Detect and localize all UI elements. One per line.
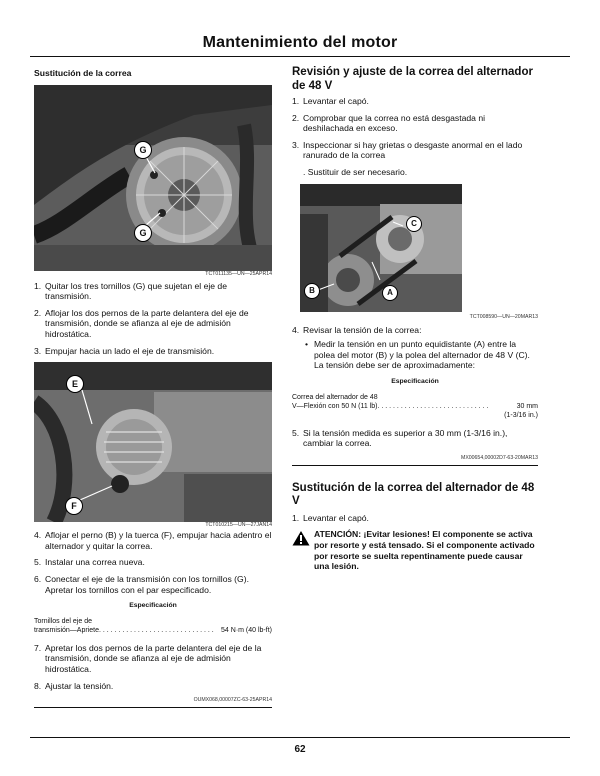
step-r1: 1. Levantar el capó. [292,96,369,106]
substitute-note: . Sustituir de ser necesario. [303,166,408,177]
callout-f: F [65,497,83,515]
spec-value-torque: 54 N·m (40 lb-ft) [221,626,272,634]
photo-alternator-bolt-nut [34,362,272,522]
steps-list-right-a [292,96,538,161]
warning-text: ATENCIÓN: ¡Evitar lesiones! El componente se activa por resorte y está tensado. Si el componente activado por resorte se suelta repentinamente puede causar una lesión. [314,529,535,572]
steps-list-a [34,281,272,357]
photo2-id: TCT010215—UN—27JAN14 [205,522,272,529]
spec-label-r-line1: Correa del alternador de 48 [292,393,378,401]
warning-triangle-icon [292,530,310,549]
callout-b: B [304,283,320,299]
step-r3: 3. Inspeccionar si hay grietas o desgaste anormal en el lado ranurado de la correa [292,139,523,161]
step-7: 7. Apretar los dos pernos de la parte delantera del eje de la transmisión, donde se afianza al eje de admisión hidrostática. [34,642,262,674]
step-r5: 5. Si la tensión medida es superior a 30 mm (1-3/16 in.), cambiar la correa. [292,427,508,449]
page-title: Mantenimiento del motor [202,34,398,51]
step-6: 6. Conectar el eje de la transmisión con los tornillos (G). Apretar los tornillos con el par especificado. [34,573,249,595]
steps-list-c [34,643,272,691]
callout-c: C [406,216,422,232]
spec-label-r-line2: V—Flexión con 50 N (11 lb). [292,402,380,410]
step-8: 8. Ajustar la tensión. [34,680,114,691]
safety-warning [292,529,538,571]
reference-code-right: MX00654,00002D7-63-20MAR13 [461,454,538,461]
section-title-belt-replacement: Sustitución de la correa [34,68,132,78]
step-1: 1. Quitar los tres tornillos (G) que sujetan el eje de transmisión. [34,280,227,302]
spec-title-left: Especificación [129,602,177,610]
spec-value-flex: 30 mm [516,402,538,410]
reference-code-left: OUMX068,00007ZC-63-25APR14 [193,697,272,704]
spec-title-right: Especificación [391,377,439,385]
callout-e: E [66,375,84,393]
photo1-id: TCT011135—UN—25APR14 [205,270,272,277]
step-2: 2. Aflojar los dos pernos de la parte delantera del eje de transmisión, donde se afianza al eje de admisión hidrostática. [34,307,249,339]
spec-label-line1: Tornillos del eje de [34,617,92,625]
photo3-id: TCT008590—UN—20MAR13 [469,313,538,320]
steps-list-b [34,530,272,595]
callout-g-lower: G [134,224,152,242]
steps-list-right-c [292,428,538,449]
page-number: 62 [294,744,306,755]
steps-list-right-d [292,513,538,524]
footer-rule [30,737,570,738]
spec-label-line2: transmisión—Apriete. [34,626,101,634]
callout-a: A [382,285,398,301]
bullet-measure-tension: • Medir la tensión en un punto equidistante (A) entre la polea del motor (B) y la polea del alternador de 48 V (C). La tensión debe ser de aproximadamente: [305,339,530,371]
steps-list-right-b [292,325,538,336]
callout-g-upper: G [134,141,152,159]
step-3: 3. Empujar hacia un lado el eje de transmisión. [34,345,215,356]
step-r4: 4. Revisar la tensión de la correa: [292,324,422,335]
step-s1: 1. Levantar el capó. [292,512,369,523]
left-column [34,68,272,708]
section-title-belt-check: Revisión y ajuste de la correa del alternador de 48 V [292,66,533,92]
right-column [292,66,538,572]
photo-alternator-tension [300,184,462,312]
spec-block-right: Correa del alternador de 48 V—Flexión con 50 N (11 lb). . . . . . . . . . . . . . . . . . . . . . . . . . . . . 30 mm (1-3/16 in.) [292,393,538,419]
section-end-rule-left [34,707,272,708]
section-end-rule-right [292,465,538,466]
section-title-alternator-belt-replacement: Sustitución de la correa del alternador de 48 V [292,481,535,508]
header-rule [30,56,570,57]
spec-block-left: Tornillos del eje de transmisión—Apriete. . . . . . . . . . . . . . . . . . . . . . . . . . . . . . 54 N·m (40 lb-ft) [34,617,272,634]
step-r2: 2. Comprobar que la correa no está desgastada ni deshilachada en exceso. [292,112,486,134]
step-5: 5. Instalar una correa nueva. [34,557,145,568]
spec-value-flex-in: (1-3/16 in.) [504,411,538,419]
step-4: 4. Aflojar el perno (B) y la tuerca (F), empujar hacia adentro el alternador y quitar la correa. [34,530,272,551]
photo-driveshaft-bolts [34,85,272,271]
